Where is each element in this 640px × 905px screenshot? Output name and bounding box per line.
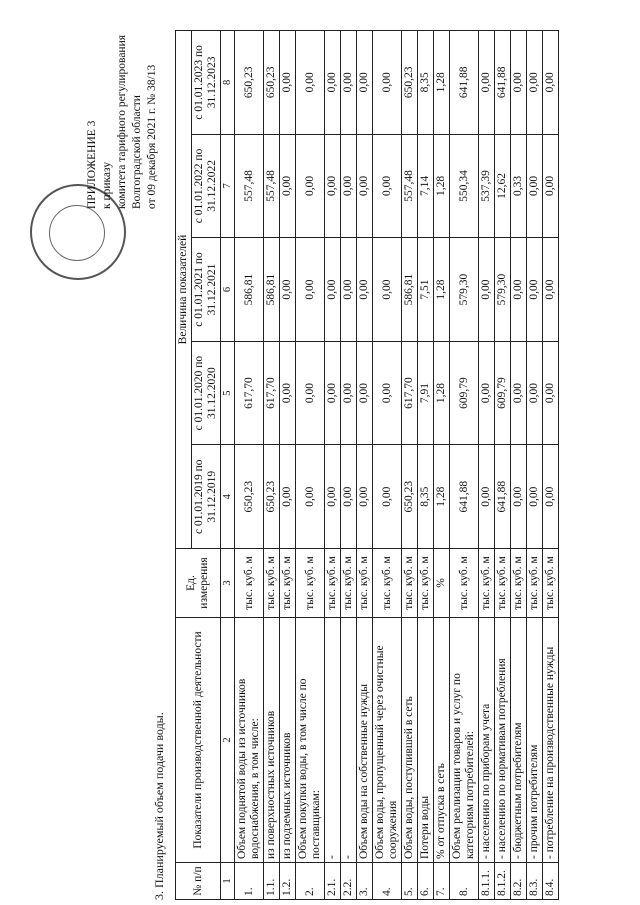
table-row — [264, 31, 280, 900]
value-cell: 0,00 — [479, 341, 495, 445]
order-date-number: от 09 декабря 2021 г. № 38/13 — [146, 64, 158, 209]
table-row — [373, 31, 402, 900]
value-cell: 8,35 — [418, 445, 434, 549]
table-row — [434, 31, 450, 900]
row-number: 8.1.2. — [495, 863, 511, 900]
value-cell: 7,51 — [418, 238, 434, 342]
value-cell: 0,00 — [511, 238, 527, 342]
value-cell: 0,00 — [527, 31, 543, 135]
value-cell: 1,28 — [434, 445, 450, 549]
indicator-name: Объем воды, поступившей в сеть — [402, 618, 418, 863]
value-cell: 586,81 — [264, 238, 280, 342]
value-cell: 0,00 — [527, 445, 543, 549]
row-number: 2. — [296, 863, 325, 900]
indicator-name: - населению по приборам учета — [479, 618, 495, 863]
table-row — [543, 31, 559, 900]
value-cell: 0,00 — [357, 31, 373, 135]
header-values-group: Величина показателей — [176, 31, 192, 549]
value-cell: 641,88 — [495, 445, 511, 549]
unit-cell: тыс. куб. м — [341, 549, 357, 618]
value-cell: 557,48 — [402, 134, 418, 238]
value-cell: 0,00 — [325, 134, 341, 238]
table-row — [357, 31, 373, 900]
indicator-name: - — [341, 618, 357, 863]
header-num: № п/п — [176, 863, 221, 900]
unit-cell: тыс. куб. м — [511, 549, 527, 618]
value-cell: 609,79 — [495, 341, 511, 445]
appendix-header — [85, 19, 160, 209]
value-cell: 586,81 — [402, 238, 418, 342]
value-cell: 617,70 — [402, 341, 418, 445]
table-row — [402, 31, 418, 900]
value-cell: 650,23 — [264, 31, 280, 135]
value-cell: 0,00 — [543, 445, 559, 549]
indicator-name: - населению по нормативам потребления — [495, 618, 511, 863]
value-cell: 650,23 — [402, 445, 418, 549]
indicator-name: % от отпуска в сеть — [434, 618, 450, 863]
value-cell: 650,23 — [235, 31, 264, 135]
table-row — [296, 31, 325, 900]
value-cell: 0,00 — [511, 341, 527, 445]
table-row — [479, 31, 495, 900]
value-cell: 8,35 — [418, 31, 434, 135]
column-index: 2 — [221, 618, 235, 863]
committee-name: комитета тарифного регулирования — [116, 34, 128, 209]
row-number: 1.1. — [264, 863, 280, 900]
value-cell: 0,00 — [341, 31, 357, 135]
row-number: 8.1.1. — [479, 863, 495, 900]
indicator-name: из поверхностных источников — [264, 618, 280, 863]
value-cell: 0,00 — [280, 31, 296, 135]
column-index: 4 — [221, 445, 235, 549]
header-period: с 01.01.2019 по 31.12.2019 — [192, 445, 221, 549]
value-cell: 0,00 — [280, 134, 296, 238]
indicator-name: Объем воды на собственные нужды — [357, 618, 373, 863]
region-name: Волгоградской области — [131, 95, 143, 209]
seal-inner-ring — [49, 205, 105, 261]
value-cell: 617,70 — [264, 341, 280, 445]
value-cell: 650,23 — [235, 445, 264, 549]
indicator-name: Объем воды, пропущенный через очистные сооружения — [373, 618, 402, 863]
section-title: 3. Планируемый объем подачи воды. — [152, 712, 166, 900]
value-cell: 0,00 — [479, 445, 495, 549]
table-row — [511, 31, 527, 900]
indicator-name: - потребление на производственные нужды — [543, 618, 559, 863]
value-cell: 557,48 — [264, 134, 280, 238]
table-row — [325, 31, 341, 900]
value-cell: 1,28 — [434, 134, 450, 238]
unit-cell: тыс. куб. м — [296, 549, 325, 618]
table-row — [235, 31, 264, 900]
unit-cell: тыс. куб. м — [325, 549, 341, 618]
table-row — [341, 31, 357, 900]
value-cell: 0,00 — [280, 341, 296, 445]
value-cell: 650,23 — [402, 31, 418, 135]
row-number: 6. — [418, 863, 434, 900]
row-number: 1.2. — [280, 863, 296, 900]
indicator-name: Объем покупки воды, в том числе по поставщикам: — [296, 618, 325, 863]
value-cell: 7,91 — [418, 341, 434, 445]
header-unit: Ед. измерения — [176, 549, 221, 618]
value-cell: 641,88 — [495, 31, 511, 135]
value-cell: 0,00 — [373, 445, 402, 549]
value-cell: 0,00 — [373, 341, 402, 445]
value-cell: 579,30 — [450, 238, 479, 342]
value-cell: 0,00 — [527, 238, 543, 342]
row-number: 1. — [235, 863, 264, 900]
value-cell: 0,00 — [527, 134, 543, 238]
indicator-name: - — [325, 618, 341, 863]
value-cell: 641,88 — [450, 445, 479, 549]
unit-cell: тыс. куб. м — [495, 549, 511, 618]
row-number: 4. — [373, 863, 402, 900]
unit-cell: тыс. куб. м — [479, 549, 495, 618]
value-cell: 1,28 — [434, 341, 450, 445]
column-index: 3 — [221, 549, 235, 618]
value-cell: 586,81 — [235, 238, 264, 342]
header-period: с 01.01.2023 по 31.12.2023 — [192, 31, 221, 135]
table-row — [527, 31, 543, 900]
value-cell: 0,00 — [341, 238, 357, 342]
value-cell: 0,00 — [325, 31, 341, 135]
indicator-name: Объем поднятой воды из источников водоснабжения, в том числе: — [235, 618, 264, 863]
indicator-name: Объем реализации товаров и услуг по категориям потребителей: — [450, 618, 479, 863]
unit-cell: тыс. куб. м — [235, 549, 264, 618]
value-cell: 0,00 — [543, 134, 559, 238]
unit-cell: тыс. куб. м — [280, 549, 296, 618]
value-cell: 0,00 — [296, 134, 325, 238]
value-cell: 0,00 — [527, 341, 543, 445]
indicator-name: - бюджетным потребителям — [511, 618, 527, 863]
unit-cell: тыс. куб. м — [527, 549, 543, 618]
column-index: 1 — [221, 863, 235, 900]
value-cell: 641,88 — [450, 31, 479, 135]
value-cell: 0,00 — [280, 238, 296, 342]
water-supply-table — [175, 30, 559, 900]
row-number: 7. — [434, 863, 450, 900]
row-number: 8.2. — [511, 863, 527, 900]
value-cell: 579,30 — [495, 238, 511, 342]
value-cell: 0,00 — [373, 134, 402, 238]
appendix-label: ПРИЛОЖЕНИЕ 3 — [86, 120, 98, 209]
order-reference: к приказу — [101, 161, 113, 209]
value-cell: 609,79 — [450, 341, 479, 445]
column-index: 5 — [221, 341, 235, 445]
value-cell: 550,34 — [450, 134, 479, 238]
value-cell: 0,00 — [296, 445, 325, 549]
value-cell: 0,00 — [341, 445, 357, 549]
value-cell: 0,00 — [357, 445, 373, 549]
value-cell: 0,00 — [479, 31, 495, 135]
header-period: с 01.01.2022 по 31.12.2022 — [192, 134, 221, 238]
table-body — [235, 31, 559, 900]
value-cell: 0,00 — [341, 134, 357, 238]
unit-cell: тыс. куб. м — [264, 549, 280, 618]
value-cell: 0,00 — [296, 238, 325, 342]
row-number: 8.3. — [527, 863, 543, 900]
value-cell: 0,33 — [511, 134, 527, 238]
value-cell: 0,00 — [357, 341, 373, 445]
unit-cell: % — [434, 549, 450, 618]
indicator-name: - прочим потребителям — [527, 618, 543, 863]
value-cell: 1,28 — [434, 238, 450, 342]
value-cell: 617,70 — [235, 341, 264, 445]
indicator-name: Потери воды — [418, 618, 434, 863]
value-cell: 0,00 — [296, 341, 325, 445]
header-period: с 01.01.2020 по 31.12.2020 — [192, 341, 221, 445]
value-cell: 0,00 — [511, 445, 527, 549]
value-cell: 0,00 — [357, 134, 373, 238]
value-cell: 0,00 — [341, 341, 357, 445]
header-indicator: Показатели производственной деятельности — [176, 618, 221, 863]
table-row — [495, 31, 511, 900]
value-cell: 537,39 — [479, 134, 495, 238]
value-cell: 0,00 — [511, 31, 527, 135]
value-cell: 0,00 — [296, 31, 325, 135]
unit-cell: тыс. куб. м — [373, 549, 402, 618]
value-cell: 0,00 — [543, 31, 559, 135]
row-number: 8.4. — [543, 863, 559, 900]
column-index: 6 — [221, 238, 235, 342]
value-cell: 0,00 — [543, 238, 559, 342]
value-cell: 650,23 — [264, 445, 280, 549]
table-row — [450, 31, 479, 900]
unit-cell: тыс. куб. м — [357, 549, 373, 618]
header-period: с 01.01.2021 по 31.12.2021 — [192, 238, 221, 342]
table-row — [280, 31, 296, 900]
indicator-name: из подземных источников — [280, 618, 296, 863]
value-cell: 0,00 — [373, 31, 402, 135]
value-cell: 0,00 — [325, 341, 341, 445]
unit-cell: тыс. куб. м — [418, 549, 434, 618]
value-cell: 0,00 — [357, 238, 373, 342]
row-number: 5. — [402, 863, 418, 900]
value-cell: 7,14 — [418, 134, 434, 238]
row-number: 8. — [450, 863, 479, 900]
value-cell: 1,28 — [434, 31, 450, 135]
value-cell: 12,62 — [495, 134, 511, 238]
unit-cell: тыс. куб. м — [543, 549, 559, 618]
value-cell: 0,00 — [543, 341, 559, 445]
value-cell: 0,00 — [479, 238, 495, 342]
value-cell: 0,00 — [325, 238, 341, 342]
unit-cell: тыс. куб. м — [402, 549, 418, 618]
value-cell: 557,48 — [235, 134, 264, 238]
value-cell: 0,00 — [325, 445, 341, 549]
column-index: 7 — [221, 134, 235, 238]
column-index: 8 — [221, 31, 235, 135]
row-number: 2.2. — [341, 863, 357, 900]
table-row — [418, 31, 434, 900]
row-number: 3. — [357, 863, 373, 900]
unit-cell: тыс. куб. м — [450, 549, 479, 618]
row-number: 2.1. — [325, 863, 341, 900]
value-cell: 0,00 — [280, 445, 296, 549]
value-cell: 0,00 — [373, 238, 402, 342]
